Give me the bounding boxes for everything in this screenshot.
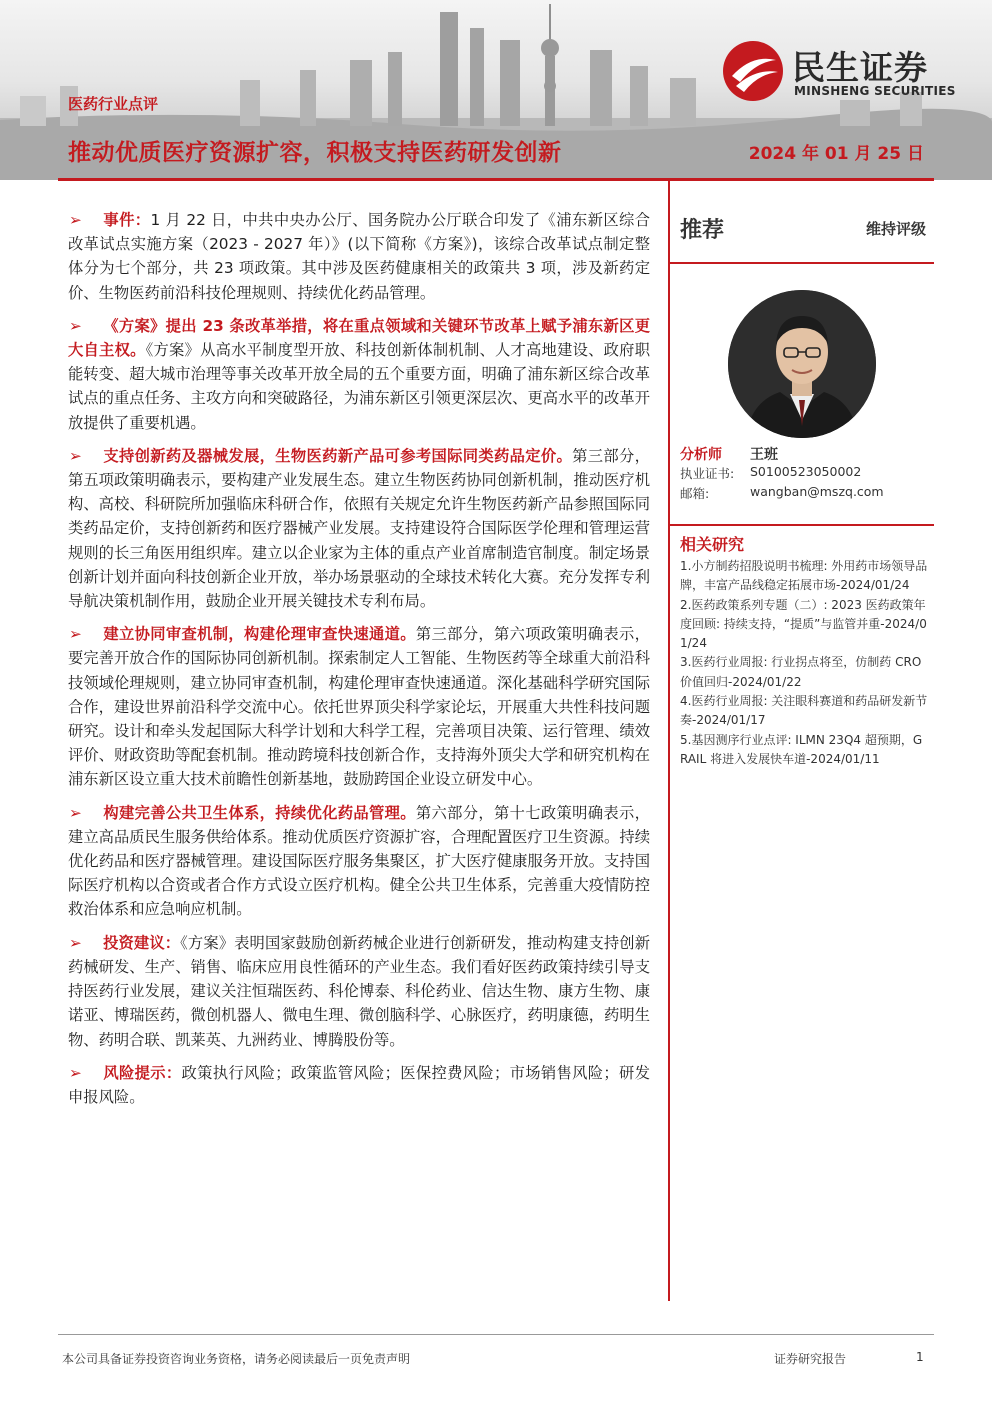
- paragraph-text: 《方案》表明国家鼓励创新药械企业进行创新研发，推动构建支持创新药械研发、生产、销售、临床应用良性循环的产业生态。我们看好医药政策持续引导支持医药行业发展，建议关注恒瑞医药、科伦博泰、科伦药业、信达生物、康方生物、康诺亚、博瑞医药，微创机器人、微电生理、微创脑科学、心脉医疗，药明康德，药明生物、药明合联、凯莱英、九洲药业、博腾股份等。: [68, 933, 650, 1049]
- public-health-paragraph: [68, 801, 650, 922]
- paragraph-text: 第三部分，第五项政策明确表示，要构建产业发展生态。建立生物医药协同创新机制，推动医疗机构、高校、科研院所加强临床科研合作，依照有关规定允许生物医药新产品参照国际同类药品定价，支持创新药和医疗器械产业发展。支持建设符合国际医学伦理和管理运营规则的长三角医用组织库。建立以企业家为主体的重点产业首席制造官制度。制定场景创新计划并面向科技创新企业开放，举办场景驱动的全球技术转化大赛。充分发挥专利导航决策机制作用，鼓励企业开展关键技术专利布局。: [68, 446, 650, 611]
- rating-label: 推荐: [680, 218, 725, 243]
- paragraph-lead: 构建完善公共卫生体系，持续优化药品管理。: [103, 803, 416, 822]
- paragraph-lead: 建立协同审查机制，构建伦理审查快速通道。: [103, 625, 416, 644]
- paragraph-text: 《方案》从高水平制度型开放、科技创新体制机制、人才高地建设、政府职能转变、超大城市治理等事关改革开放全局的五个重要方面，明确了浦东新区综合改革试点的重点任务、主攻方向和突破路径，为浦东新区引领更深层次、更高水平的改革开放提供了重要机遇。: [68, 341, 650, 432]
- related-research-item[interactable]: 3.医药行业周报: 行业拐点将至，仿制药 CRO 价值回归-2024/01/22: [680, 655, 922, 689]
- paragraph-lead: 事件：: [103, 211, 151, 229]
- analyst-portrait-image: [728, 290, 876, 438]
- cert-label: 执业证书:: [680, 466, 735, 481]
- paragraph-lead: 《方案》提出 23 条改革举措，将在重点领域和关键环节改革上赋予浦东新区更大自主权。: [68, 316, 650, 360]
- related-research-item[interactable]: 4.医药行业周报: 关注眼科赛道和药品研发新节奏-2024/01/17: [680, 694, 928, 728]
- column-divider: [668, 181, 670, 1301]
- footer-disclaimer: 本公司具备证券投资咨询业务资格，请务必阅读最后一页免责声明: [62, 1352, 411, 1366]
- related-research-item[interactable]: 1.小方制药招股说明书梳理: 外用药市场领导品牌，丰富产品线稳定拓展市场-2024/01/24: [680, 559, 928, 593]
- bullet-arrow-icon: ➢: [69, 933, 82, 952]
- ethics-review-paragraph: [68, 622, 650, 791]
- related-research-item[interactable]: 5.基因测序行业点评: ILMN 23Q4 超预期，GRAIL 将进入发展快车道-2024/01/11: [680, 732, 923, 766]
- cert-number: S0100523050002: [750, 464, 862, 479]
- minsheng-logo-icon: [722, 40, 784, 102]
- paragraph-lead: 投资建议：: [103, 933, 181, 952]
- bullet-arrow-icon: ➢: [69, 316, 82, 335]
- logo-chinese-name: 民生证券: [792, 48, 928, 87]
- analyst-role-label: 分析师: [680, 447, 722, 463]
- report-title: 推动优质医疗资源扩容，积极支持医药研发创新: [68, 140, 562, 166]
- investment-advice-paragraph: [68, 931, 650, 1052]
- paragraph-lead: 风险提示：: [103, 1063, 182, 1082]
- rating-note: 维持评级: [865, 220, 926, 238]
- related-research-list: [680, 557, 930, 769]
- footer-divider: [58, 1334, 934, 1335]
- bullet-arrow-icon: ➢: [69, 803, 82, 822]
- paragraph-text: 第三部分，第六项政策明确表示，要完善开放合作的国际协同创新机制。探索制定人工智能、生物医药等全球重大前沿科技领域伦理规则，建立协同审查机制，构建伦理审查快速通道。深化基础科学研究国际合作，建设世界前沿科学交流中心。依托世界顶尖科学家论坛，开展重大共性科技问题研究。设计和牵头发起国际大科学计划和大科学工程，完善项目决策、运行管理、绩效评价、财政资助等配套机制。推动跨境科技创新合作，支持海外顶尖大学和研究机构在浦东新区设立重大技术前瞻性创新基地，鼓励跨国企业设立研发中心。: [68, 625, 650, 789]
- report-date: 2024 年 01 月 25 日: [748, 144, 924, 164]
- risk-warning-paragraph: [68, 1061, 650, 1109]
- report-category: 医药行业点评: [68, 95, 159, 113]
- bullet-arrow-icon: ➢: [69, 211, 82, 229]
- main-content: [68, 208, 650, 1118]
- analyst-name: 王班: [750, 447, 778, 463]
- paragraph-text: 第六部分，第十七政策明确表示，建立高品质民生服务供给体系。推动优质医疗资源扩容，合理配置医疗卫生资源。持续优化药品和医疗器械管理。建设国际医疗服务集聚区，扩大医疗健康服务开放。支持国际医疗机构以合资或者合作方式设立医疗机构。健全公共卫生体系，完善重大疫情防控救治体系和应急响应机制。: [68, 803, 650, 919]
- footer-report-type: 证券研究报告: [774, 1352, 847, 1366]
- paragraph-text: 政策执行风险；政策监管风险；医保控费风险；市场销售风险；研发申报风险。: [68, 1063, 650, 1106]
- innovation-paragraph: [68, 444, 650, 613]
- logo-english-name: MINSHENG SECURITIES: [794, 84, 956, 98]
- bullet-arrow-icon: ➢: [69, 446, 82, 465]
- analyst-cert-row: [680, 464, 934, 484]
- paragraph-text: 1 月 22 日，中共中央办公厅、国务院办公厅联合印发了《浦东新区综合改革试点实施方案（2023 - 2027 年）》(以下简称《方案》)，该综合改革试点制定整体分为七个部分，共 23 项政策。其中涉及医药健康相关的政策共 3 项，涉及新药定价、生物医药前沿科技伦理规则、持续优化药品管理。: [68, 211, 650, 302]
- header-banner: [0, 0, 992, 180]
- company-logo: [722, 40, 972, 102]
- bullet-arrow-icon: ➢: [69, 1063, 82, 1082]
- paragraph-lead: 支持创新药及器械发展，生物医药新产品可参考国际同类药品定价。: [103, 446, 573, 465]
- related-research-item[interactable]: 2.医药政策系列专题（二）: 2023 医药政策年度回顾: 持续支持，“提质”与监管并重-2024/01/24: [680, 597, 927, 651]
- reform-paragraph: [68, 314, 650, 435]
- related-research-title: 相关研究: [680, 535, 745, 554]
- analyst-name-row: [680, 444, 934, 464]
- bullet-arrow-icon: ➢: [69, 625, 82, 644]
- rating-box: [680, 208, 934, 260]
- email-label: 邮箱:: [680, 486, 710, 501]
- page-number: 1: [916, 1350, 924, 1364]
- analyst-info: [680, 444, 934, 504]
- header-divider: [58, 178, 934, 181]
- rating-divider: [670, 262, 934, 264]
- rating-row: [680, 208, 934, 260]
- analyst-email-link[interactable]: wangban@mszq.com: [750, 484, 884, 499]
- analyst-email-row: [680, 484, 934, 504]
- analyst-photo: [728, 290, 876, 438]
- event-paragraph: [68, 208, 650, 305]
- related-divider: [670, 524, 934, 526]
